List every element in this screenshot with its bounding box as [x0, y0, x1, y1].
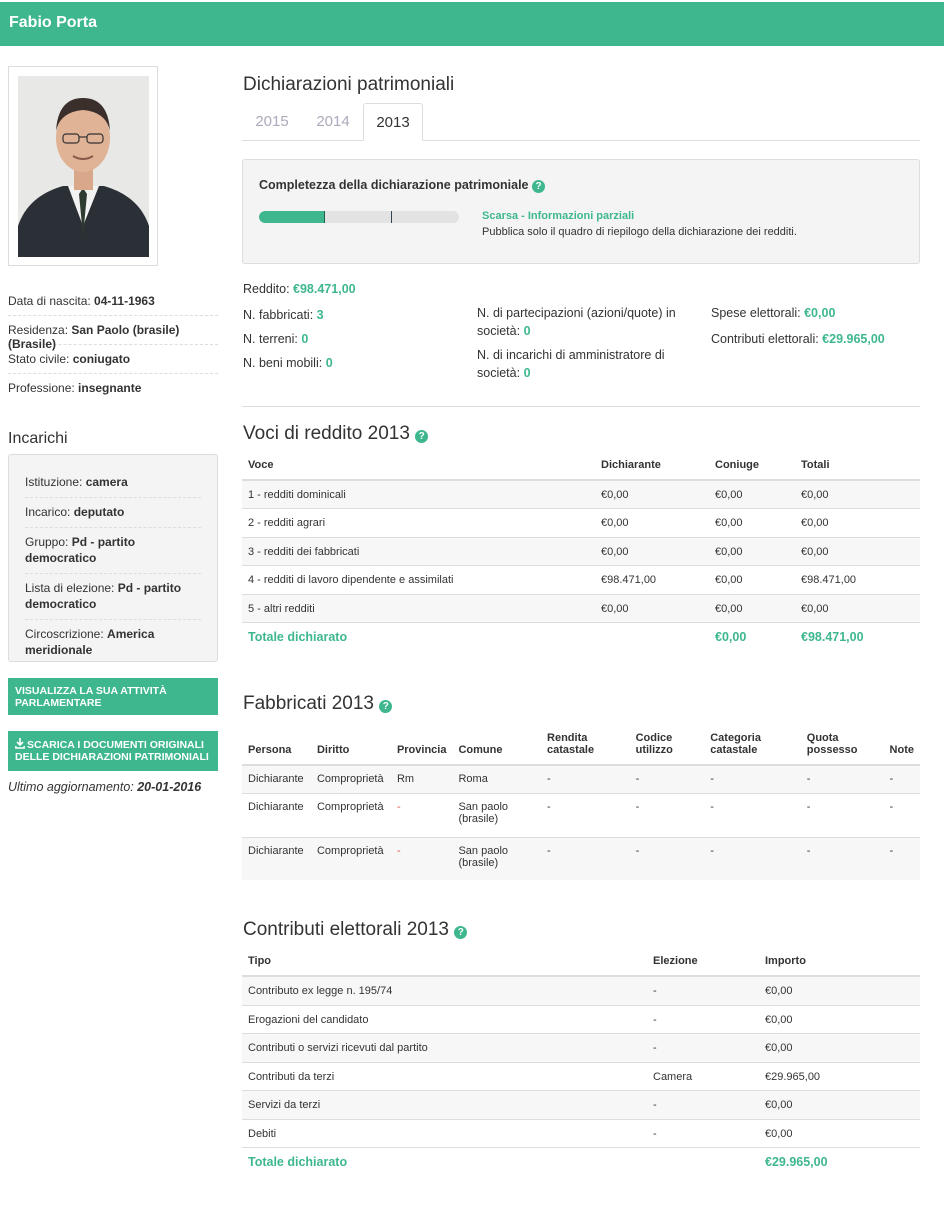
incarico-lista: Lista di elezione: Pd - partito democratico [25, 574, 201, 620]
summary-terreni: N. terreni: 0 [243, 332, 309, 346]
divider [242, 406, 920, 407]
table-row: Contributi o servizi ricevuti dal partito - €0,00 [242, 1033, 920, 1062]
help-icon[interactable]: ? [379, 700, 392, 713]
download-button-label: SCARICA I DOCUMENTI ORIGINALI DELLE DICHIARAZIONI PATRIMONIALI [15, 739, 209, 763]
tab-2013[interactable]: 2013 [363, 103, 423, 141]
col-rendita: Rendita catastale [541, 726, 630, 765]
help-icon[interactable]: ? [532, 180, 545, 193]
incarico-istituzione: Istituzione: camera [25, 468, 201, 498]
summary-reddito: Reddito: €98.471,00 [243, 282, 356, 296]
col-voce: Voce [242, 452, 595, 480]
table-row: Servizi da terzi - €0,00 [242, 1090, 920, 1119]
completeness-title: Completezza della dichiarazione patrimoniale ? [259, 178, 545, 193]
table-row: Erogazioni del candidato - €0,00 [242, 1005, 920, 1033]
col-coniuge: Coniuge [709, 452, 795, 480]
incarichi-title: Incarichi [8, 430, 68, 447]
table-row: Debiti - €0,00 [242, 1119, 920, 1147]
table-row: Dichiarante Comproprietà Rm Roma - - - - - [242, 765, 920, 793]
info-civil-status: Stato civile: coniugato [8, 345, 218, 374]
personal-info [8, 287, 218, 403]
total-row: Totale dichiarato €29.965,00 [242, 1147, 920, 1176]
contributi-table [242, 948, 920, 1176]
summary-col-1 [243, 280, 463, 372]
help-icon[interactable]: ? [454, 926, 467, 939]
completeness-bar [259, 211, 459, 223]
summary-amministratore: N. di incarichi di amministratore di società: 0 [477, 348, 665, 380]
table-row: 2 - redditi agrari €0,00 €0,00 €0,00 [242, 508, 920, 537]
table-row: 4 - redditi di lavoro dipendente e assimilati €98.471,00 €0,00 €98.471,00 [242, 565, 920, 594]
summary-contributi: Contributi elettorali: €29.965,00 [711, 332, 885, 346]
reddito-table [242, 452, 920, 651]
summary-col-3 [711, 304, 920, 348]
col-diritto: Diritto [311, 726, 391, 765]
incarico-gruppo: Gruppo: Pd - partito democratico [25, 528, 201, 574]
tab-2015[interactable]: 2015 [255, 113, 289, 130]
table-header [242, 948, 920, 976]
page-title: Dichiarazioni patrimoniali [243, 74, 455, 95]
col-elezione: Elezione [647, 948, 759, 976]
summary-col-2 [477, 304, 692, 382]
col-persona: Persona [242, 726, 311, 765]
col-quota: Quota possesso [801, 726, 884, 765]
profile-photo [18, 76, 149, 257]
top-bar [0, 0, 944, 46]
completeness-bar-marker [391, 211, 392, 223]
summary-fabbricati: N. fabbricati: 3 [243, 308, 324, 322]
fabbricati-section-title: Fabbricati 2013 ? [243, 693, 392, 715]
incarichi-panel [8, 454, 218, 662]
table-row: 5 - altri redditi €0,00 €0,00 €0,00 [242, 594, 920, 622]
col-note: Note [884, 726, 920, 765]
activity-button-label: VISUALIZZA LA SUA ATTIVITÀ PARLAMENTARE [15, 685, 167, 709]
table-row: Contributi da terzi Camera €29.965,00 [242, 1062, 920, 1090]
politician-name: Fabio Porta [9, 14, 98, 31]
info-profession: Professione: insegnante [8, 381, 142, 395]
col-tipo: Tipo [242, 948, 647, 976]
table-header [242, 726, 920, 765]
fabbricati-table [242, 726, 920, 880]
incarico-incarico: Incarico: deputato [25, 498, 201, 528]
summary-beni-mobili: N. beni mobili: 0 [243, 356, 333, 370]
col-codice: Codice utilizzo [630, 726, 705, 765]
col-comune: Comune [452, 726, 541, 765]
col-provincia: Provincia [391, 726, 453, 765]
col-importo: Importo [759, 948, 920, 976]
year-tabs [242, 103, 920, 141]
tab-2014[interactable]: 2014 [316, 113, 350, 130]
table-row: Dichiarante Comproprietà - San paolo (brasile) - - - - - [242, 837, 920, 880]
reddito-section-title: Voci di reddito 2013 ? [243, 423, 428, 445]
completeness-level: Scarsa - Informazioni parziali [482, 210, 635, 222]
incarico-circoscrizione: Circoscrizione: America meridionale [25, 627, 155, 657]
summary-partecipazioni: N. di partecipazioni (azioni/quote) in società: 0 [477, 306, 676, 338]
last-update: Ultimo aggiornamento: 20-01-2016 [8, 780, 202, 794]
summary-spese: Spese elettorali: €0,00 [711, 306, 836, 320]
table-row: 3 - redditi dei fabbricati €0,00 €0,00 €0,00 [242, 537, 920, 565]
download-icon [15, 738, 25, 749]
completeness-bar-fill [259, 211, 325, 223]
table-header [242, 452, 920, 480]
total-row: Totale dichiarato €0,00 €98.471,00 [242, 622, 920, 651]
activity-button[interactable] [8, 678, 218, 715]
download-documents-button[interactable] [8, 731, 218, 771]
contributi-section-title: Contributi elettorali 2013 ? [243, 919, 467, 941]
completeness-panel [242, 159, 920, 264]
col-dichiarante: Dichiarante [595, 452, 709, 480]
info-residence: Residenza: San Paolo (brasile) (Brasile) [8, 316, 218, 345]
col-totali: Totali [795, 452, 920, 480]
col-categoria: Categoria catastale [704, 726, 801, 765]
table-row: Contributo ex legge n. 195/74 - €0,00 [242, 976, 920, 1005]
help-icon[interactable]: ? [415, 430, 428, 443]
table-row: Dichiarante Comproprietà - San paolo (brasile) - - - - - [242, 793, 920, 837]
profile-photo-frame [8, 66, 158, 266]
completeness-description: Pubblica solo il quadro di riepilogo della dichiarazione dei redditi. [482, 226, 797, 238]
info-birthdate: Data di nascita: 04-11-1963 [8, 287, 218, 316]
table-row: 1 - redditi dominicali €0,00 €0,00 €0,00 [242, 480, 920, 508]
